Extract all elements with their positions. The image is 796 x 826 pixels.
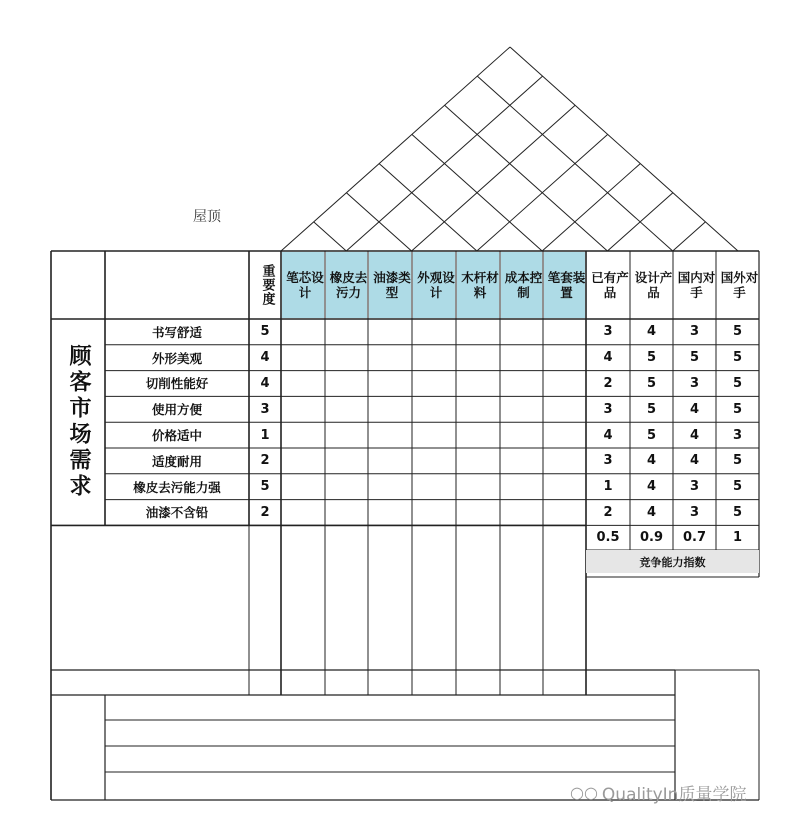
competitor-header-1: 设计产品 [634, 270, 673, 300]
importance-value: 5 [260, 479, 270, 495]
importance-value: 4 [260, 350, 270, 366]
requirement-name: 书写舒适 [151, 324, 202, 340]
tech-header-4: 木杆材料 [461, 270, 499, 300]
importance-value: 2 [260, 453, 270, 469]
competitor-score: 4 [646, 453, 657, 469]
requirement-name: 外形美观 [151, 350, 202, 366]
watermark-text: QualityIn质量学院 [601, 785, 747, 805]
importance-value: 1 [260, 427, 270, 443]
importance-header-text: 重要度 [259, 264, 275, 306]
competitor-score: 5 [732, 479, 743, 495]
competitiveness-index-value: 0.9 [639, 530, 664, 546]
competitiveness-index-value: 0.5 [596, 530, 620, 546]
importance-value: 5 [260, 324, 270, 340]
competitor-score: 5 [732, 504, 743, 520]
importance-value: 2 [260, 504, 270, 520]
competitor-score: 3 [689, 479, 700, 495]
competitor-score: 4 [646, 504, 657, 520]
market-requirements-title [51, 319, 105, 525]
tech-header-0: 笔芯设计 [286, 270, 324, 300]
importance-value: 4 [260, 375, 270, 391]
competitor-score: 2 [603, 504, 613, 520]
competitor-score: 3 [603, 401, 613, 417]
tech-header-5: 成本控制 [504, 270, 543, 300]
requirement-name: 适度耐用 [151, 453, 202, 469]
watermark [570, 780, 746, 805]
competitor-score: 4 [689, 453, 700, 469]
competitor-header-0: 已有产品 [591, 270, 629, 300]
tech-header-1: 橡皮去污力 [329, 270, 368, 300]
competitor-score: 4 [689, 401, 700, 417]
competitor-score: 3 [603, 453, 613, 469]
roof-label: 屋顶 [193, 209, 221, 225]
competitiveness-index-label: 竞争能力指数 [586, 550, 759, 573]
market-requirements-title-text: 顾客市场需求 [66, 344, 91, 500]
wechat-icon: ○○ [570, 783, 598, 802]
requirement-name: 橡皮去污能力强 [133, 479, 221, 495]
competitor-score: 5 [732, 350, 743, 366]
competitor-score: 5 [732, 375, 743, 391]
competitor-score: 3 [689, 504, 700, 520]
competitor-score: 3 [689, 324, 700, 340]
competitor-score: 1 [603, 479, 613, 495]
importance-header [249, 251, 285, 319]
requirement-name: 价格适中 [151, 428, 202, 444]
requirement-name: 油漆不含铅 [145, 505, 209, 521]
competitor-score: 3 [732, 427, 743, 443]
competitor-score: 4 [603, 427, 613, 443]
competitor-score: 4 [603, 350, 613, 366]
competitor-header-3: 国外对手 [720, 270, 759, 300]
importance-value: 3 [260, 401, 270, 417]
competitor-score: 5 [646, 350, 657, 366]
competitor-score: 5 [646, 401, 657, 417]
competitor-score: 5 [732, 401, 743, 417]
competitor-score: 3 [689, 375, 700, 391]
competitor-score: 2 [603, 375, 613, 391]
tech-header-3: 外观设计 [417, 270, 455, 300]
tech-header-6: 笔套装置 [547, 270, 586, 300]
requirement-name: 使用方便 [151, 402, 202, 418]
competitor-score: 5 [732, 324, 743, 340]
competitor-score: 5 [646, 375, 657, 391]
competitor-score: 4 [689, 427, 700, 443]
competitor-score: 4 [646, 479, 657, 495]
competitor-header-2: 国内对手 [677, 270, 716, 300]
requirement-name: 切削性能好 [145, 376, 209, 392]
competitor-score: 5 [732, 453, 743, 469]
competitiveness-index-value: 0.7 [682, 530, 707, 546]
tech-header-2: 油漆类型 [373, 270, 411, 300]
competitiveness-index-value: 1 [732, 530, 743, 546]
competitor-score: 5 [646, 427, 657, 443]
competitor-score: 5 [689, 350, 700, 366]
competitor-score: 4 [646, 324, 657, 340]
competitor-score: 3 [603, 324, 613, 340]
